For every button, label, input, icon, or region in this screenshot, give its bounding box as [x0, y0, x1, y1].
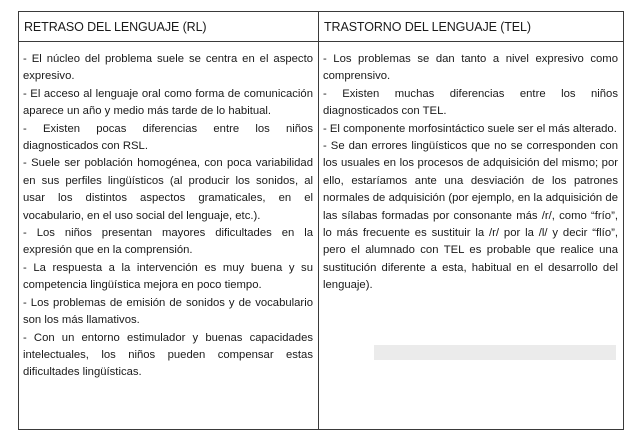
list-item: - El núcleo del problema suele se centra en el aspecto expresivo.	[23, 53, 313, 83]
cell-trastorno-lenguaje	[319, 42, 623, 429]
list-item: - El componente morfosintáctico suele ser el más alterado.	[323, 122, 617, 135]
list-item: - Se dan errores lingüísticos que no se corresponden con los usuales en los procesos de adquisición del mismo; por ello, estaríamos ante una desviación de los patrones normales de adquisición (por ejemplo, en la adquisición de las sílabas formadas por consonante más /r/, como “frío”, lo más frecuente es sustituir la /r/ por la /l/ y decir “flío”, pero el alumnado con TEL es probable que realice una sustitución diferente a esta, habitual en el desarrollo del lenguaje).	[323, 140, 618, 292]
cell-retraso-lenguaje	[19, 42, 319, 429]
list-item: - Con un entorno estimulador y buenas capacidades intelectuales, los niños pueden compensar estas dificultades lingüísticas.	[23, 331, 313, 379]
list-item: - Los niños presentan mayores dificultades en la expresión que en la comprensión.	[23, 227, 313, 257]
list-item: - El acceso al lenguaje oral como forma de comunicación aparece un año y medio más tarde de lo habitual.	[23, 87, 313, 118]
list-item: - La respuesta a la intervención es muy buena y su competencia lingüística mejora en poco tiempo.	[23, 261, 313, 292]
list-item: - Existen pocas diferencias entre los niños diagnosticados con RSL.	[23, 122, 313, 153]
list-item: - Los problemas de emisión de sonidos y de vocabulario son los más llamativos.	[23, 296, 313, 327]
header-retraso-lenguaje: RETRASO DEL LENGUAJE (RL)	[19, 12, 319, 42]
list-item: - Los problemas se dan tanto a nivel expresivo como comprensivo.	[323, 53, 618, 83]
header-trastorno-lenguaje: TRASTORNO DEL LENGUAJE (TEL)	[319, 12, 623, 42]
list-item: - Suele ser población homogénea, con poca variabilidad en sus perfiles lingüísticos (al producir los sonidos, al usar los distintos aspectos gramaticales, en el vocabulario, en el uso social del lenguaje, etc.).	[23, 157, 313, 222]
list-item: - Existen muchas diferencias entre los niños diagnosticados con TEL.	[323, 87, 618, 118]
gray-highlight-bar	[374, 345, 616, 360]
comparison-table	[18, 11, 624, 430]
